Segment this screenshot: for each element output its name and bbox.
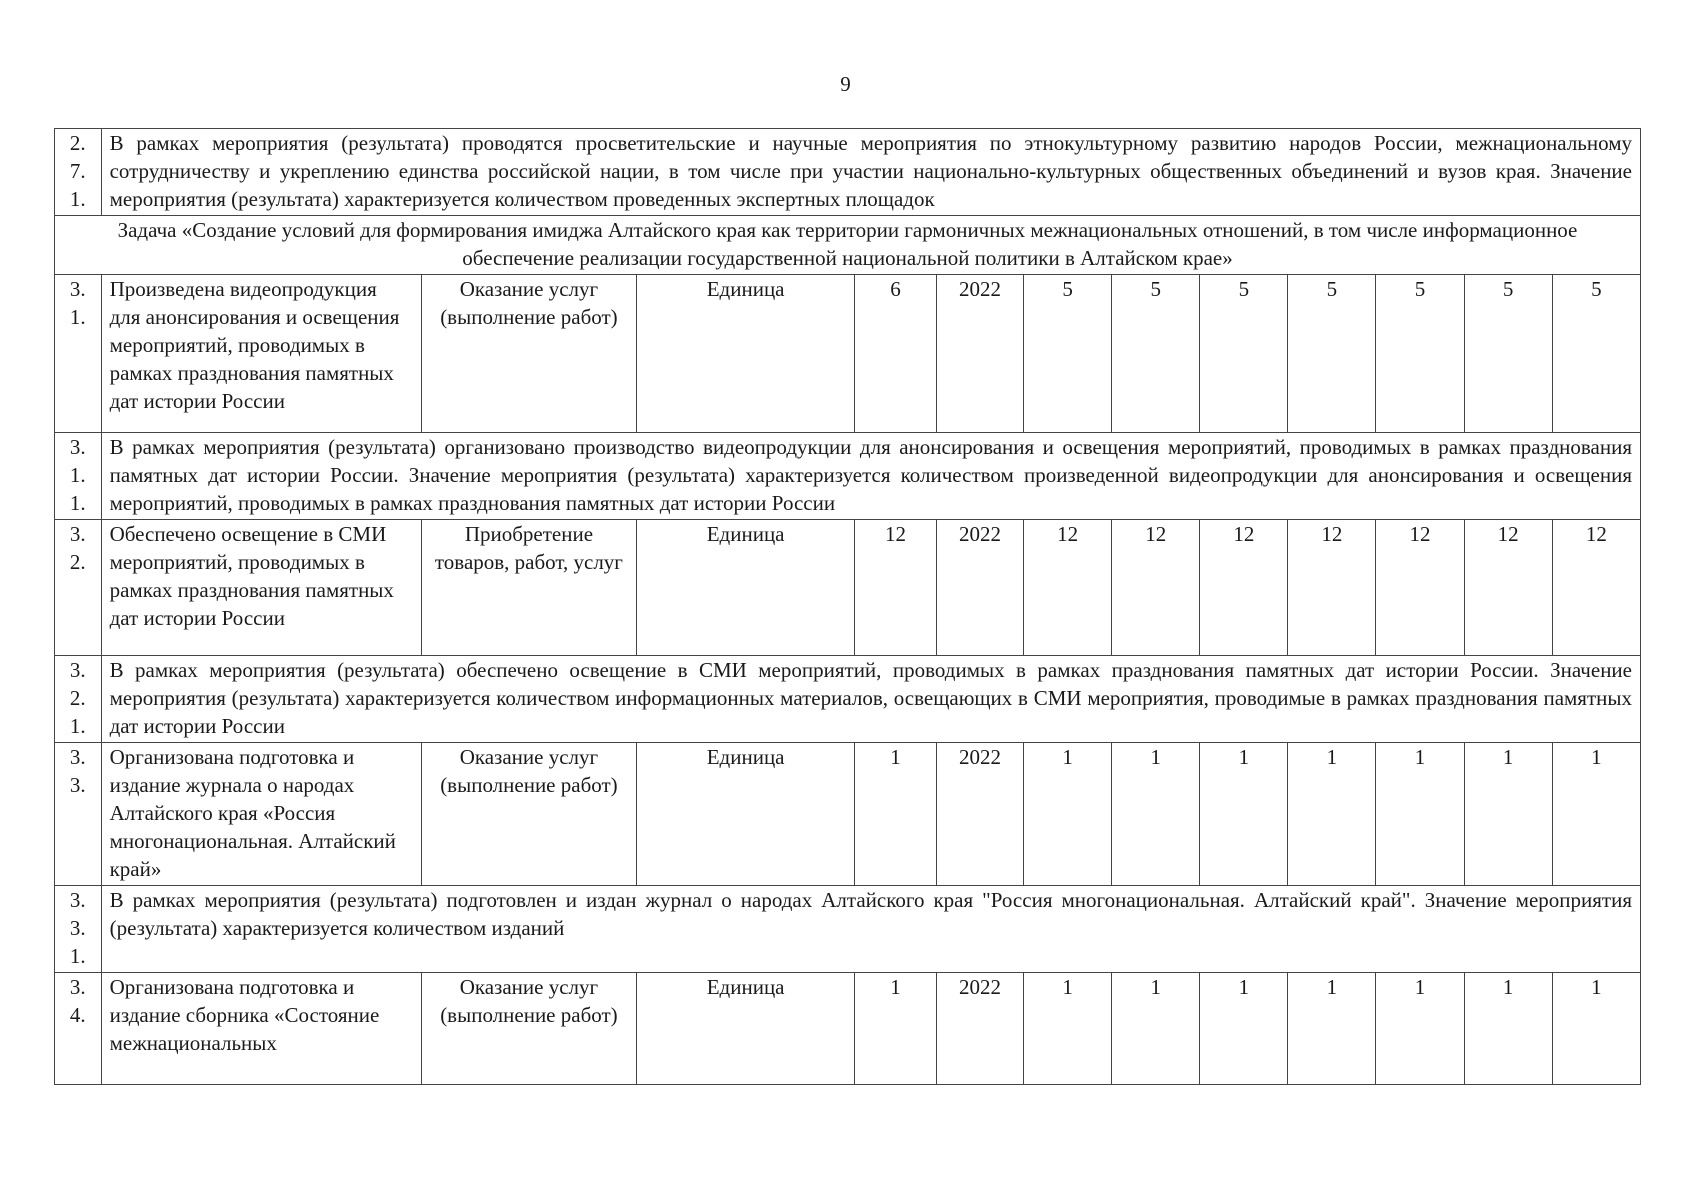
item-value: 1 xyxy=(1552,743,1640,886)
item-row xyxy=(55,743,1641,886)
item-value: 1 xyxy=(1288,743,1376,886)
item-value: 5 xyxy=(1288,275,1376,433)
item-unit: Единица xyxy=(637,973,855,1085)
item-value: 12 xyxy=(1024,520,1112,656)
item-name: Произведена видеопродукция для анонсирования и освещения мероприятий, проводимых в рамках празднования памятных дат истории России xyxy=(101,275,421,433)
item-value: 5 xyxy=(1376,275,1464,433)
item-value: 12 xyxy=(1552,520,1640,656)
item-value: 1 xyxy=(1376,743,1464,886)
item-value: 1 xyxy=(1200,973,1288,1085)
description-text: В рамках мероприятия (результата) проводятся просветительские и научные мероприятия по этнокультурному развитию народов России, межнациональному сотрудничеству и укреплению единства российской нации, в том числе при участии национально-культурных общественных объединений и вузов края. Значение мероприятия (результата) характеризуется количеством проведенных экспертных площадок xyxy=(101,129,1640,216)
item-value: 1 xyxy=(1464,973,1552,1085)
item-name: Организована подготовка и издание сборника «Состояние межнациональных xyxy=(101,973,421,1085)
item-value: 1 xyxy=(1288,973,1376,1085)
item-value: 1 xyxy=(1200,743,1288,886)
item-value: 12 xyxy=(1200,520,1288,656)
row-number: 3. 4. xyxy=(55,973,102,1085)
item-kind: Оказание услуг (выполнение работ) xyxy=(421,973,637,1085)
item-value: 1 xyxy=(1024,743,1112,886)
item-name: Организована подготовка и издание журнала о народах Алтайского края «Россия многонациональная. Алтайский край» xyxy=(101,743,421,886)
description-text: В рамках мероприятия (результата) обеспечено освещение в СМИ мероприятий, проводимых в рамках празднования памятных дат истории России. Значение мероприятия (результата) характеризуется количеством информационных материалов, освещающих в СМИ мероприятия, проводимые в рамках празднования памятных дат истории России xyxy=(101,656,1640,743)
results-table xyxy=(54,128,1641,1085)
item-kind: Оказание услуг (выполнение работ) xyxy=(421,275,637,433)
item-base-value: 1 xyxy=(854,973,936,1085)
item-row xyxy=(55,973,1641,1085)
page-number: 9 xyxy=(840,72,851,96)
description-text: В рамках мероприятия (результата) подготовлен и издан журнал о народах Алтайского края "Россия многонациональная. Алтайский край". Значение мероприятия (результата) характеризуется количеством изданий xyxy=(101,886,1640,973)
row-number: 3. 1. 1. xyxy=(55,433,102,520)
item-name: Обеспечено освещение в СМИ мероприятий, проводимых в рамках празднования памятных дат истории России xyxy=(101,520,421,656)
item-value: 5 xyxy=(1200,275,1288,433)
item-row xyxy=(55,275,1641,433)
description-row xyxy=(55,129,1641,216)
item-kind: Приобретение товаров, работ, услуг xyxy=(421,520,637,656)
item-unit: Единица xyxy=(637,743,855,886)
item-value: 5 xyxy=(1552,275,1640,433)
item-value: 5 xyxy=(1024,275,1112,433)
row-number: 3. 1. xyxy=(55,275,102,433)
row-number: 3. 3. xyxy=(55,743,102,886)
item-base-value: 1 xyxy=(854,743,936,886)
item-value: 5 xyxy=(1464,275,1552,433)
item-unit: Единица xyxy=(637,520,855,656)
item-value: 5 xyxy=(1112,275,1200,433)
item-base-year: 2022 xyxy=(937,275,1024,433)
item-value: 12 xyxy=(1464,520,1552,656)
item-value: 1 xyxy=(1112,973,1200,1085)
item-value: 1 xyxy=(1552,973,1640,1085)
row-number: 2. 7. 1. xyxy=(55,129,102,216)
item-base-year: 2022 xyxy=(937,743,1024,886)
row-number: 3. 2. 1. xyxy=(55,656,102,743)
item-base-year: 2022 xyxy=(937,973,1024,1085)
description-row xyxy=(55,656,1641,743)
item-value: 1 xyxy=(1024,973,1112,1085)
item-base-value: 12 xyxy=(854,520,936,656)
row-number: 3. 2. xyxy=(55,520,102,656)
item-base-value: 6 xyxy=(854,275,936,433)
item-row xyxy=(55,520,1641,656)
description-row xyxy=(55,433,1641,520)
item-value: 1 xyxy=(1464,743,1552,886)
description-row xyxy=(55,886,1641,973)
task-row xyxy=(55,216,1641,275)
item-value: 1 xyxy=(1112,743,1200,886)
item-kind: Оказание услуг (выполнение работ) xyxy=(421,743,637,886)
item-value: 1 xyxy=(1376,973,1464,1085)
item-value: 12 xyxy=(1288,520,1376,656)
item-base-year: 2022 xyxy=(937,520,1024,656)
item-value: 12 xyxy=(1112,520,1200,656)
description-text: В рамках мероприятия (результата) организовано производство видеопродукции для анонсирования и освещения мероприятий, проводимых в рамках празднования памятных дат истории России. Значение мероприятия (результата) характеризуется количеством произведенной видеопродукции для анонсирования и освещения мероприятий, проводимых в рамках празднования памятных дат истории России xyxy=(101,433,1640,520)
row-number: 3. 3. 1. xyxy=(55,886,102,973)
item-unit: Единица xyxy=(637,275,855,433)
item-value: 12 xyxy=(1376,520,1464,656)
task-text: Задача «Создание условий для формирования имиджа Алтайского края как территории гармоничных межнациональных отношений, в том числе информационное обеспечение реализации государственной национальной политики в Алтайском крае» xyxy=(55,216,1641,275)
